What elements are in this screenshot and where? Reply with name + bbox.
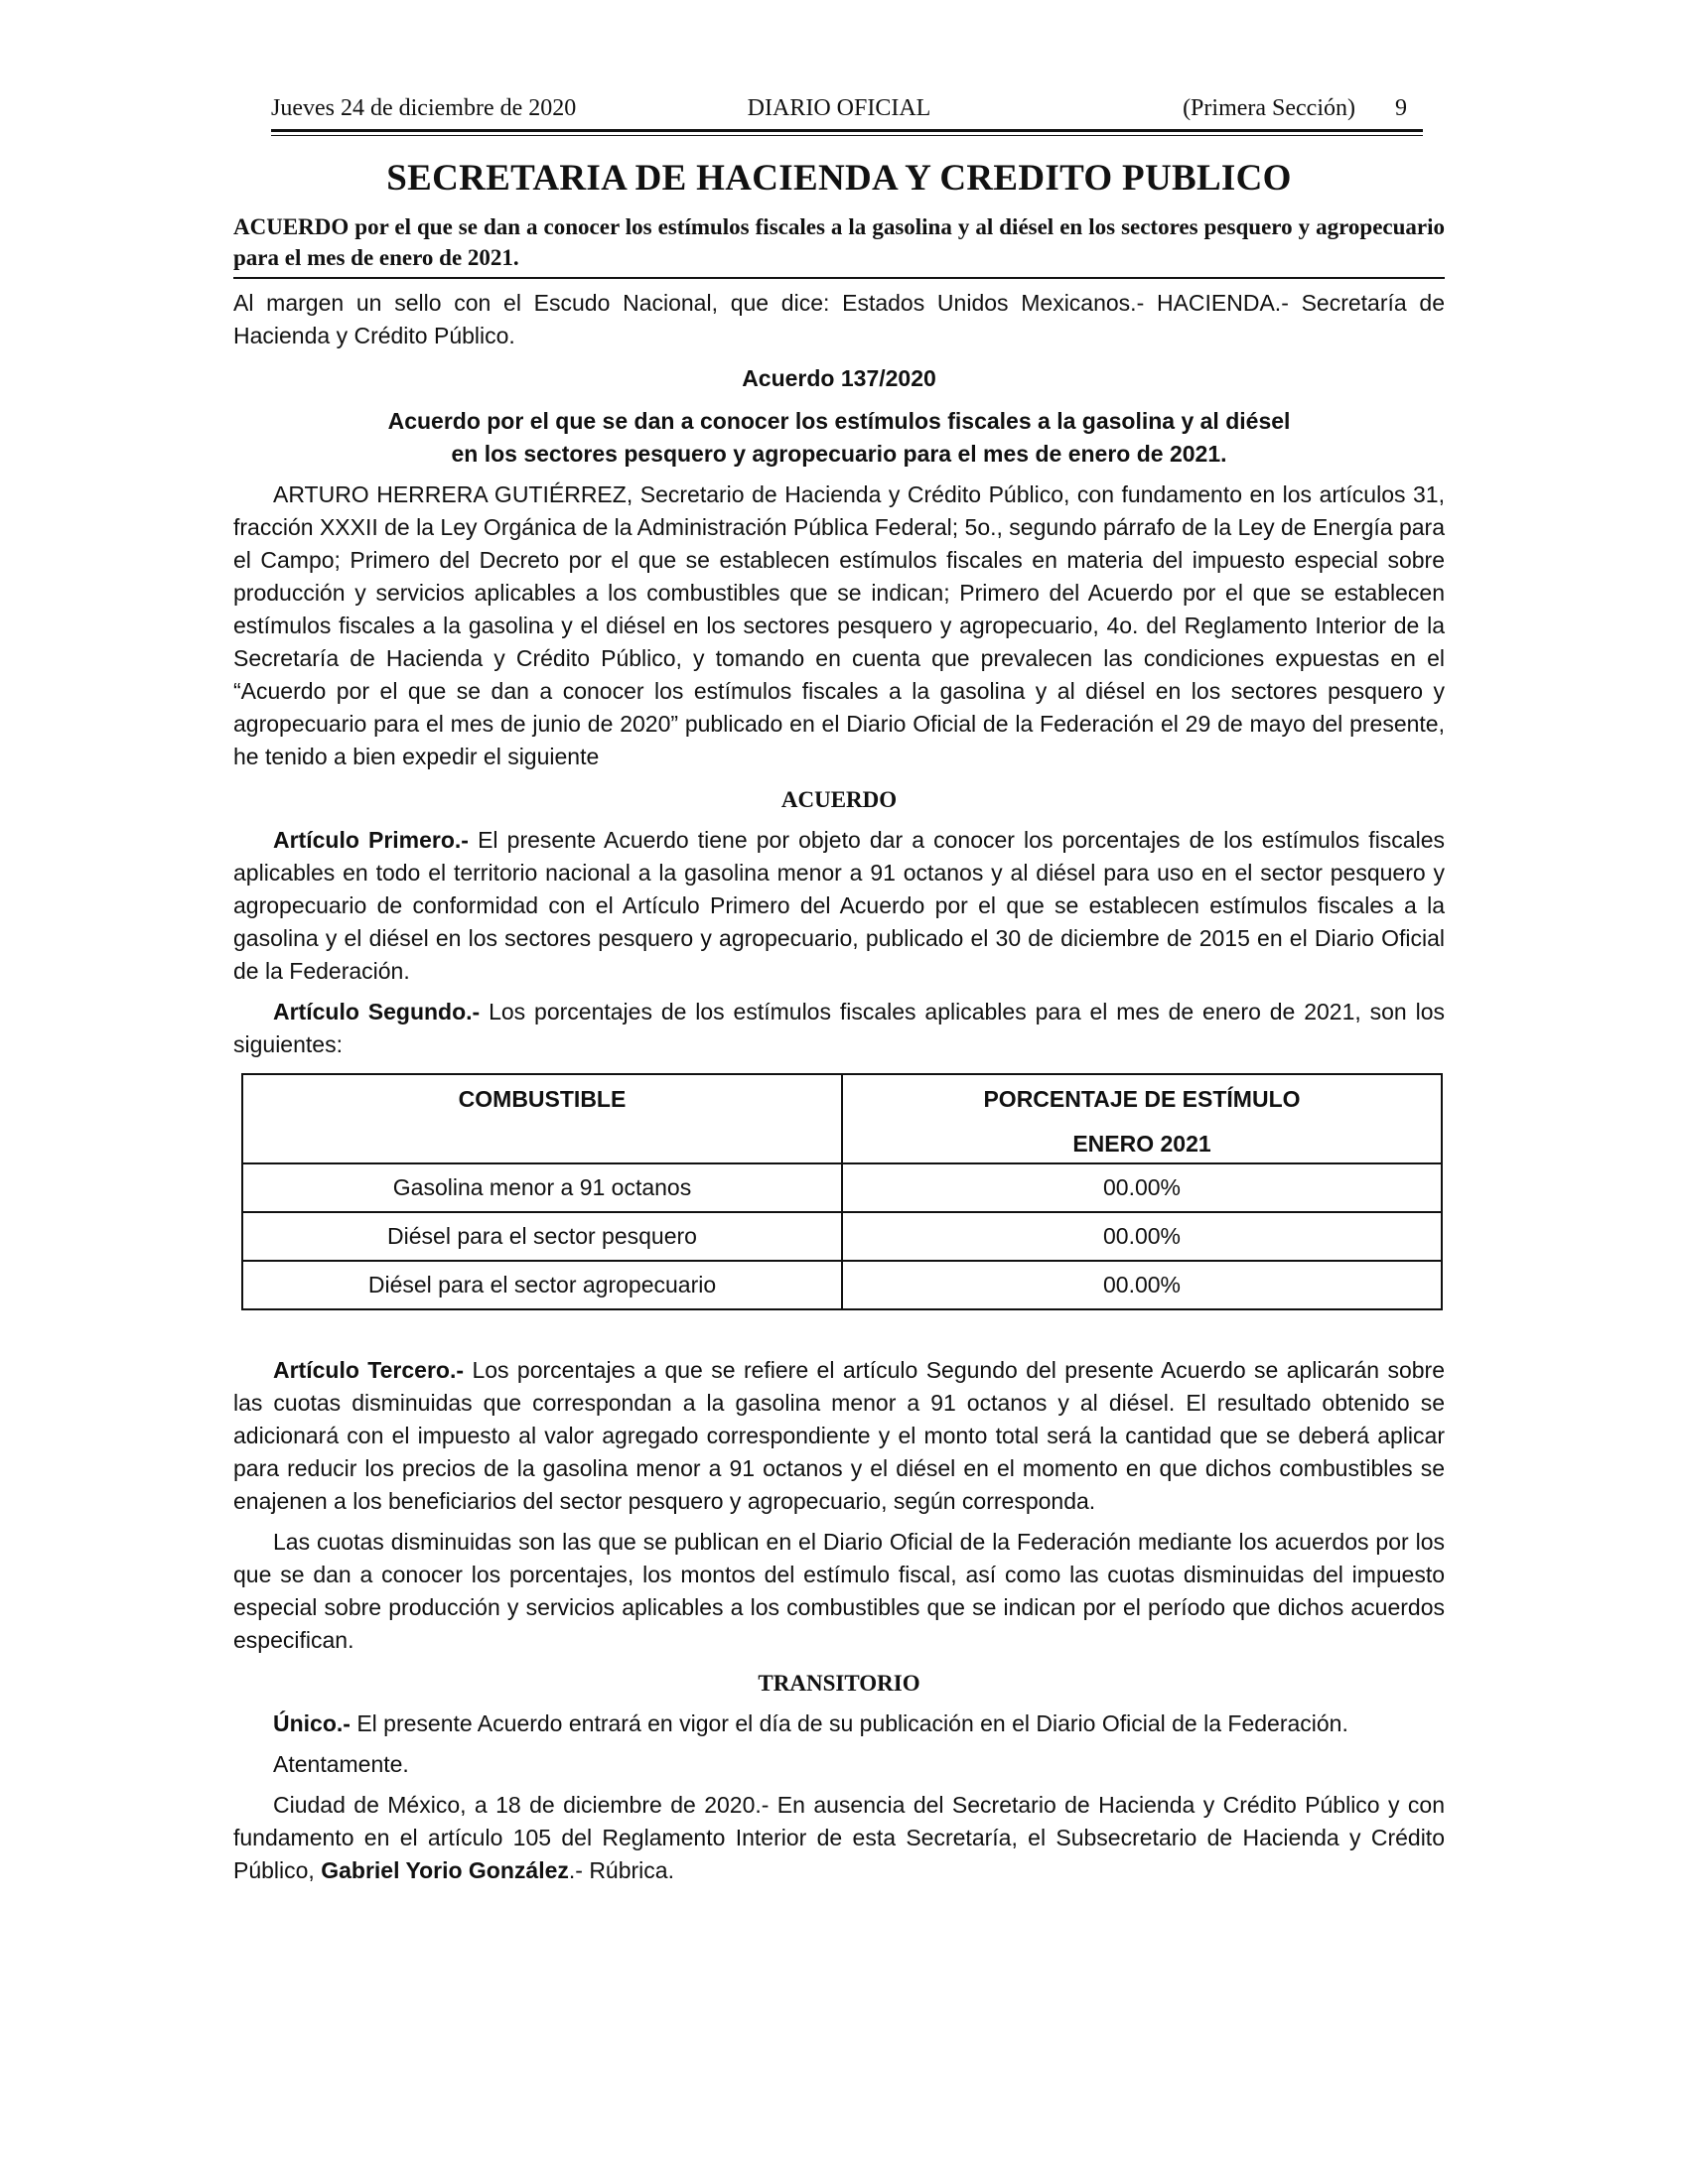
- unico-paragraph: [233, 1707, 1445, 1740]
- unico-label: Único.-: [273, 1710, 351, 1736]
- table-row: [242, 1163, 1442, 1212]
- closing-text: Atentamente.: [273, 1751, 409, 1777]
- header-date: Jueves 24 de diciembre de 2020: [271, 95, 577, 121]
- header-publication: DIARIO OFICIAL: [747, 95, 931, 121]
- header-section: (Primera Sección): [1183, 95, 1355, 121]
- agreement-title-line2: en los sectores pesquero y agropecuario para el mes de enero de 2021.: [451, 441, 1227, 467]
- fuel-cell: Diésel para el sector pesquero: [242, 1212, 842, 1261]
- transitorio-heading: TRANSITORIO: [758, 1671, 920, 1696]
- stimulus-table: [241, 1073, 1443, 1310]
- header-rule: [271, 129, 1423, 132]
- article-segundo-label: Artículo Segundo.-: [273, 999, 481, 1024]
- percent-cell: 00.00%: [842, 1212, 1442, 1261]
- article-primero-label: Artículo Primero.-: [273, 827, 469, 853]
- acuerdo-heading: ACUERDO: [780, 787, 898, 812]
- department-title: SECRETARIA DE HACIENDA Y CREDITO PUBLICO: [386, 158, 1292, 199]
- article-tercero-text: Los porcentajes a que se refiere el artículo Segundo del presente Acuerdo se aplicarán sobre las cuotas disminuidas que correspondan a la gasolina menor a 91 octanos y al diésel. El resultado obtenido se adicionará con el impuesto al valor agregado correspondiente y el monto total será la cantidad que se deberá aplicar para reducir los precios de la gasolina menor a 91 octanos y el diésel en el momento en que dichos combustibles se enajenen a los beneficiarios del sector pesquero y agropecuario, según corresponda.: [233, 1357, 1446, 1514]
- table-row: [242, 1261, 1442, 1309]
- cuotas-paragraph: Las cuotas disminuidas son las que se publican en el Diario Oficial de la Federación mediante los acuerdos por los que se dan a conocer los porcentajes, los montos del estímulo fiscal, así como las cuotas disminuidas del impuesto especial sobre producción y servicios aplicables a los combustibles que se indican por el período que dichos acuerdos especifican.: [233, 1529, 1445, 1653]
- header-rule-thin: [271, 135, 1423, 136]
- column-header-percentage-line1: PORCENTAJE DE ESTÍMULO: [983, 1086, 1301, 1112]
- table-header-row: [242, 1074, 1442, 1163]
- signer-name: Gabriel Yorio González: [321, 1857, 569, 1883]
- article-segundo-text: Los porcentajes de los estímulos fiscales aplicables para el mes de enero de 2021, son los siguientes:: [233, 999, 1445, 1057]
- agreement-title-line1: Acuerdo por el que se dan a conocer los estímulos fiscales a la gasolina y al diésel: [387, 408, 1291, 434]
- column-header-combustible: COMBUSTIBLE: [242, 1074, 842, 1163]
- percent-cell: 00.00%: [842, 1261, 1442, 1309]
- fuel-cell: Gasolina menor a 91 octanos: [242, 1163, 842, 1212]
- agreement-number: Acuerdo 137/2020: [742, 365, 936, 391]
- unico-text: El presente Acuerdo entrará en vigor el día de su publicación en el Diario Oficial de la Federación.: [350, 1710, 1348, 1736]
- summary-heading: ACUERDO por el que se dan a conocer los estímulos fiscales a la gasolina y al diésel en los sectores pesquero y agropecuario para el mes de enero de 2021.: [233, 211, 1445, 279]
- signature-paragraph: [233, 1789, 1445, 1887]
- article-tercero-label: Artículo Tercero.-: [273, 1357, 465, 1383]
- article-primero-text: El presente Acuerdo tiene por objeto dar a conocer los porcentajes de los estímulos fiscales aplicables en todo el territorio nacional a la gasolina menor a 91 octanos y al diésel para uso en el sector pesquero y agropecuario de conformidad con el Artículo Primero del Acuerdo por el que se establecen estímulos fiscales a la gasolina y el diésel en los sectores pesquero y agropecuario, publicado el 30 de diciembre de 2015 en el Diario Oficial de la Federación.: [233, 827, 1445, 984]
- agreement-title: [233, 405, 1445, 471]
- signature-text: Ciudad de México, a 18 de diciembre de 2020.- En ausencia del Secretario de Hacienda y Crédito Público y con fundamento en el artículo 105 del Reglamento Interior de esta Secretaría, el Subsecretario de Hacienda y Crédito Público,: [233, 1792, 1445, 1883]
- column-header-percentage: [842, 1074, 1442, 1163]
- header-page-number: 9: [1395, 95, 1407, 121]
- article-tercero: [233, 1354, 1445, 1518]
- signature-suffix: .- Rúbrica.: [568, 1857, 674, 1883]
- column-header-percentage-line2: ENERO 2021: [1072, 1131, 1211, 1157]
- preamble-paragraph: ARTURO HERRERA GUTIÉRREZ, Secretario de Hacienda y Crédito Público, con fundamento en los artículos 31, fracción XXXII de la Ley Orgánica de la Administración Pública Federal; 5o., segundo párrafo de la Ley de Energía para el Campo; Primero del Decreto por el que se establecen estímulos fiscales en materia del impuesto especial sobre producción y servicios aplicables a los combustibles que se indican; Primero del Acuerdo por el que se establecen estímulos fiscales a la gasolina y el diésel en los sectores pesquero y agropecuario, 4o. del Reglamento Interior de la Secretaría de Hacienda y Crédito Público, y tomando en cuenta que prevalecen las condiciones expuestas en el “Acuerdo por el que se dan a conocer los estímulos fiscales a la gasolina y al diésel en los sectores pesquero y agropecuario para el mes de junio de 2020” publicado en el Diario Oficial de la Federación el 29 de mayo del presente, he tenido a bien expedir el siguiente: [233, 481, 1445, 769]
- fuel-cell: Diésel para el sector agropecuario: [242, 1261, 842, 1309]
- running-header: [233, 95, 1445, 135]
- article-primero: [233, 824, 1445, 988]
- article-segundo: [233, 996, 1445, 1061]
- document-page: [233, 95, 1445, 1887]
- table-row: [242, 1212, 1442, 1261]
- seal-note: Al margen un sello con el Escudo Nacional, que dice: Estados Unidos Mexicanos.- HACIENDA.- Secretaría de Hacienda y Crédito Público.: [233, 290, 1445, 348]
- percent-cell: 00.00%: [842, 1163, 1442, 1212]
